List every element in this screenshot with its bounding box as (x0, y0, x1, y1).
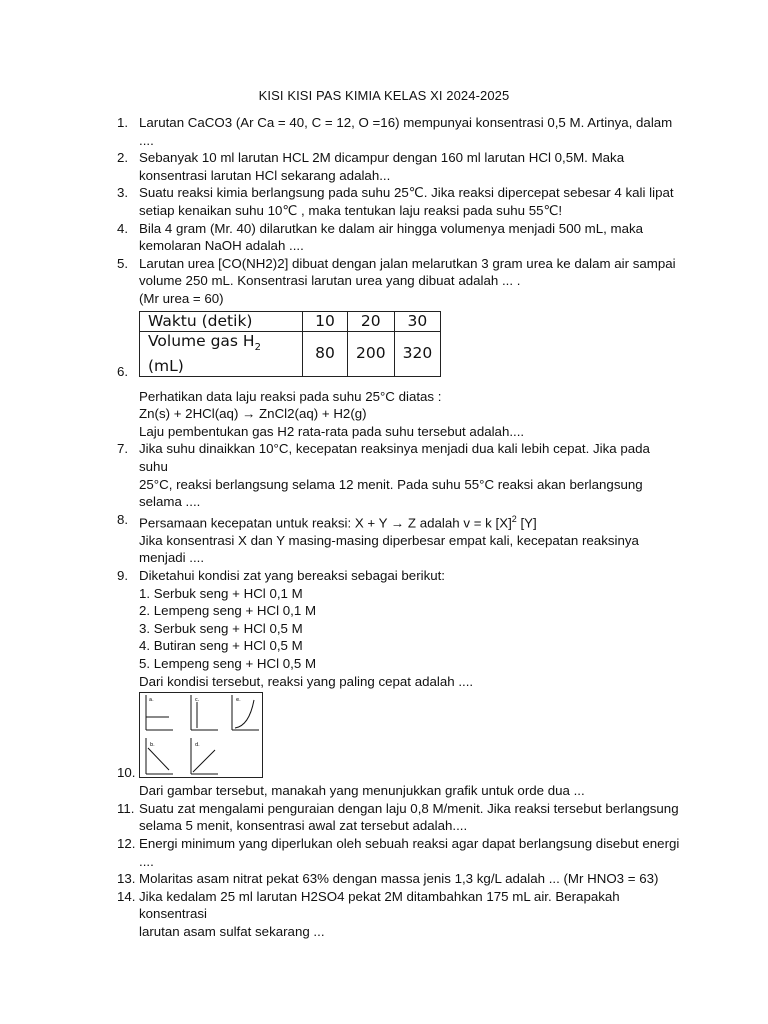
question-text: kemolaran NaOH adalah .... (139, 238, 304, 254)
label-part: (mL) (148, 356, 184, 375)
question-3 (112, 184, 682, 219)
table-row (140, 311, 441, 331)
question-text: .... (139, 853, 154, 869)
graph-options-figure (139, 692, 263, 778)
question-text: larutan asam sulfat sekarang ... (139, 923, 325, 939)
figure-border (140, 693, 263, 778)
table-cell: 10 (303, 311, 348, 331)
table-cell: 30 (394, 311, 441, 331)
question-text: (Mr urea = 60) (139, 290, 224, 306)
question-7 (112, 440, 682, 510)
list-item: 1. Serbuk seng + HCl 0,1 M (139, 585, 303, 601)
question-text: Dari kondisi tersebut, reaksi yang paling cepat adalah .... (139, 673, 474, 689)
question-text: Zn(s) + 2HCl(aq) → ZnCl2(aq) + H2(g) (139, 406, 367, 422)
question-number: 10. (117, 765, 136, 781)
superscript: 2 (511, 513, 517, 524)
question-text: Perhatikan data laju reaksi pada suhu 25°C diatas : (139, 388, 442, 404)
question-number: 1. (117, 115, 129, 130)
subscript: 2 (254, 341, 261, 353)
question-text: Larutan CaCO3 (Ar Ca = 40, C = 12, O =16) mempunyai konsentrasi 0,5 M. Artinya, dalam .... (139, 115, 673, 148)
question-text: Laju pembentukan gas H2 rata-rata pada suhu tersebut adalah.... (139, 423, 525, 439)
question-number: 14. (117, 888, 136, 904)
graph-label: c. (195, 697, 200, 704)
question-number: 9. (117, 567, 129, 583)
table-row (140, 331, 441, 376)
question-5 (112, 255, 682, 308)
question-text: setiap kenaikan suhu 10℃ , maka tentukan laju reaksi pada suhu 55℃! (139, 202, 563, 218)
question-number: 5. (117, 255, 129, 271)
question-text: Bila 4 gram (Mr. 40) dilarutkan ke dalam air hingga volumenya menjadi 500 mL, maka (139, 220, 644, 236)
question-1 (112, 114, 682, 149)
graph-e (232, 695, 259, 730)
question-text: Molaritas asam nitrat pekat 63% dengan massa jenis 1,3 kg/L adalah ... (Mr HNO3 = 63) (139, 871, 659, 887)
graph-c (191, 695, 218, 730)
question-text: menjadi .... (139, 550, 205, 566)
graph-label: a. (149, 697, 154, 704)
question-text: Jika konsentrasi X dan Y masing-masing diperbesar empat kali, kecepatan reaksinya (139, 532, 639, 548)
question-text: Sebanyak 10 ml larutan HCL 2M dicampur dengan 160 ml larutan HCl 0,5M. Maka (139, 150, 625, 166)
text-part: [Y] (516, 515, 537, 531)
question-text (139, 511, 682, 532)
question-text: Diketahui kondisi zat yang bereaksi sebagai berikut: (139, 567, 446, 583)
graph-a (146, 695, 173, 730)
list-item: 2. Lempeng seng + HCl 0,1 M (139, 603, 317, 619)
table-header-cell (140, 331, 303, 376)
question-text: selama .... (139, 494, 201, 510)
table-cell: 80 (303, 331, 348, 376)
question-text: 25°C, reaksi berlangsung selama 12 menit. Pada suhu 55°C reaksi akan berlangsung (139, 476, 643, 492)
question-6 (112, 311, 682, 441)
question-text: konsentrasi larutan HCl sekarang adalah... (139, 167, 391, 183)
question-number: 11. (117, 800, 135, 816)
question-text: Jika kedalam 25 ml larutan H2SO4 pekat 2M ditambahkan 175 mL air. Berapakah konsentrasi (139, 888, 620, 922)
question-number: 12. (117, 835, 136, 851)
question-text: Larutan urea [CO(NH2)2] dibuat dengan jalan melarutkan 3 gram urea ke dalam air sampai (139, 255, 676, 271)
question-4 (112, 220, 682, 255)
graph-label: d. (195, 742, 200, 749)
question-14 (112, 888, 682, 941)
question-text: Dari gambar tersebut, manakah yang menunjukkan grafik untuk orde dua ... (139, 783, 585, 799)
question-9 (112, 567, 682, 690)
question-text: Jika suhu dinaikkan 10°C, kecepatan reaksinya menjadi dua kali lebih cepat. Jika pada suhu (139, 441, 650, 474)
graph-label: e. (236, 697, 241, 704)
question-number: 7. (117, 441, 129, 457)
question-text: Suatu zat mengalami penguraian dengan laju 0,8 M/menit. Jika reaksi tersebut berlangsung (139, 800, 679, 816)
question-text: Energi minimum yang diperlukan oleh sebuah reaksi agar dapat berlangsung disebut energi (139, 835, 680, 851)
question-list (112, 114, 682, 940)
question-number: 13. (117, 871, 136, 887)
graph-d (191, 738, 218, 774)
question-number: 2. (117, 150, 129, 166)
data-table (139, 311, 441, 377)
graph-label: b. (150, 742, 155, 749)
list-item: 4. Butiran seng + HCl 0,5 M (139, 638, 303, 654)
question-text: volume 250 mL. Konsentrasi larutan urea yang dibuat adalah ... . (139, 273, 521, 289)
question-number: 8. (117, 511, 129, 527)
list-item: 3. Serbuk seng + HCl 0,5 M (139, 620, 303, 636)
document-title: KISI KISI PAS KIMIA KELAS XI 2024-2025 (258, 88, 510, 103)
question-number: 4. (117, 220, 129, 236)
table-cell: 320 (394, 331, 441, 376)
label-part: Volume gas H (148, 331, 255, 350)
question-text: selama 5 menit, konsentrasi awal zat tersebut adalah.... (139, 818, 468, 834)
list-item: 5. Lempeng seng + HCl 0,5 M (139, 655, 317, 671)
question-text: Suatu reaksi kimia berlangsung pada suhu 25℃. Jika reaksi dipercepat sebesar 4 kali lipat (139, 185, 674, 201)
question-13 (112, 870, 682, 888)
table-cell: 20 (348, 311, 395, 331)
question-11 (112, 800, 682, 835)
table-header-cell: Waktu (detik) (140, 311, 303, 331)
question-number: 3. (117, 185, 129, 201)
question-12 (112, 835, 682, 870)
question-2 (112, 149, 682, 184)
question-10 (112, 692, 682, 800)
graph-b (146, 738, 173, 774)
text-part: Persamaan kecepatan untuk reaksi: X + Y → Z adalah v = k [X] (139, 515, 512, 531)
question-number: 6. (117, 363, 129, 379)
table-cell: 200 (348, 331, 395, 376)
question-8 (112, 511, 682, 567)
